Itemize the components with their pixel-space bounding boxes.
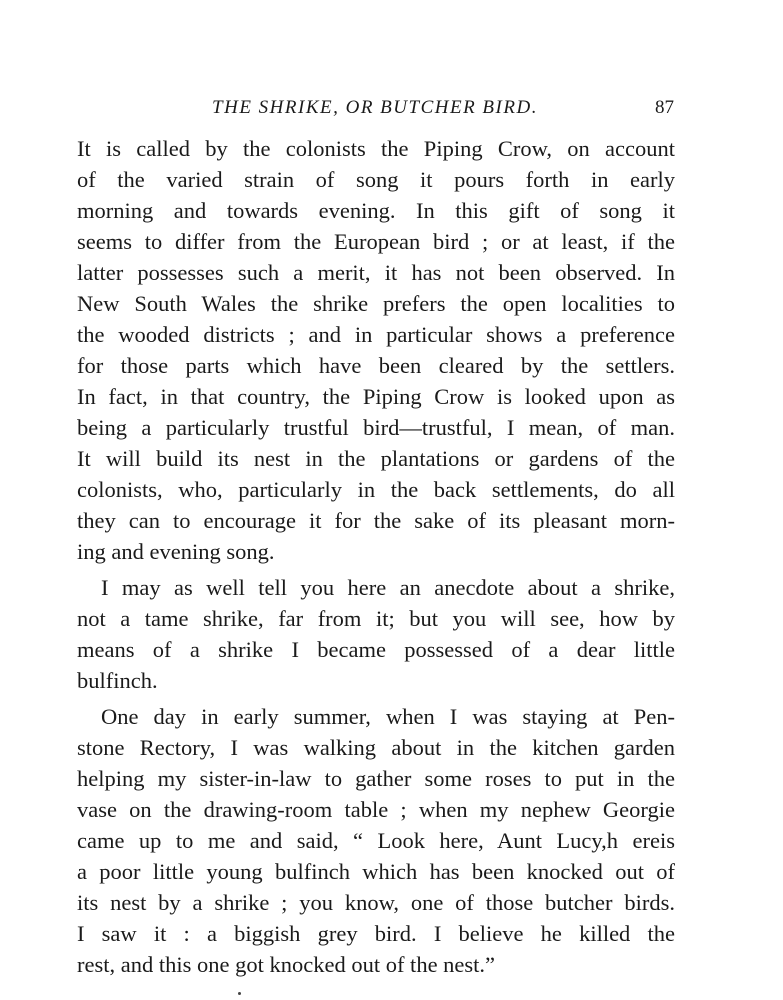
text-line: helping my sister-in-law to gather some roses to put in the — [77, 766, 675, 791]
text-line: latter possesses such a merit, it has not been observed. In — [77, 260, 675, 285]
paragraph-3 — [77, 701, 675, 980]
text-line: came up to me and said, “ Look here, Aunt Lucy,h ereis — [77, 828, 675, 853]
text-line: means of a shrike I became possessed of a dear little — [77, 637, 675, 662]
page-number: 87 — [655, 97, 674, 118]
text-line: being a particularly trustful bird—trustful, I mean, of man. — [77, 415, 675, 440]
text-line: its nest by a shrike ; you know, one of those butcher birds. — [77, 890, 675, 915]
running-head — [76, 95, 674, 121]
text-line: It will build its nest in the plantations or gardens of the — [77, 446, 675, 471]
text-line: colonists, who, particularly in the back settlements, do all — [77, 477, 675, 502]
text-line: not a tame shrike, far from it; but you will see, how by — [77, 606, 675, 631]
text-line: seems to differ from the European bird ; or at least, if the — [77, 229, 675, 254]
paragraph-1 — [77, 133, 675, 567]
text-line: One day in early summer, when I was staying at Pen- — [101, 704, 675, 729]
text-line: they can to encourage it for the sake of its pleasant morn- — [77, 508, 675, 533]
text-line: for those parts which have been cleared by the settlers. — [77, 353, 675, 378]
text-line: It is called by the colonists the Piping Crow, on account — [77, 136, 675, 161]
text-line: the wooded districts ; and in particular shows a preference — [77, 322, 675, 347]
text-line: stone Rectory, I was walking about in the kitchen garden — [77, 735, 675, 760]
text-line: I may as well tell you here an anecdote about a shrike, — [101, 575, 675, 600]
text-line: ing and evening song. — [77, 539, 275, 564]
text-line: New South Wales the shrike prefers the open localities to — [77, 291, 675, 316]
paragraph-2 — [77, 572, 675, 696]
running-title: THE SHRIKE, OR BUTCHER BIRD. — [212, 97, 538, 118]
text-line: of the varied strain of song it pours forth in early — [77, 167, 675, 192]
body-text — [77, 133, 675, 980]
text-line: morning and towards evening. In this gift of song it — [77, 198, 675, 223]
text-line: vase on the drawing-room table ; when my nephew Georgie — [77, 797, 675, 822]
ink-speck — [238, 992, 241, 995]
text-line: In fact, in that country, the Piping Crow is looked upon as — [77, 384, 675, 409]
text-line: rest, and this one got knocked out of the nest.” — [77, 952, 496, 977]
text-line: a poor little young bulfinch which has been knocked out of — [77, 859, 675, 884]
text-line: bulfinch. — [77, 668, 158, 693]
text-line: I saw it : a biggish grey bird. I believe he killed the — [77, 921, 675, 946]
